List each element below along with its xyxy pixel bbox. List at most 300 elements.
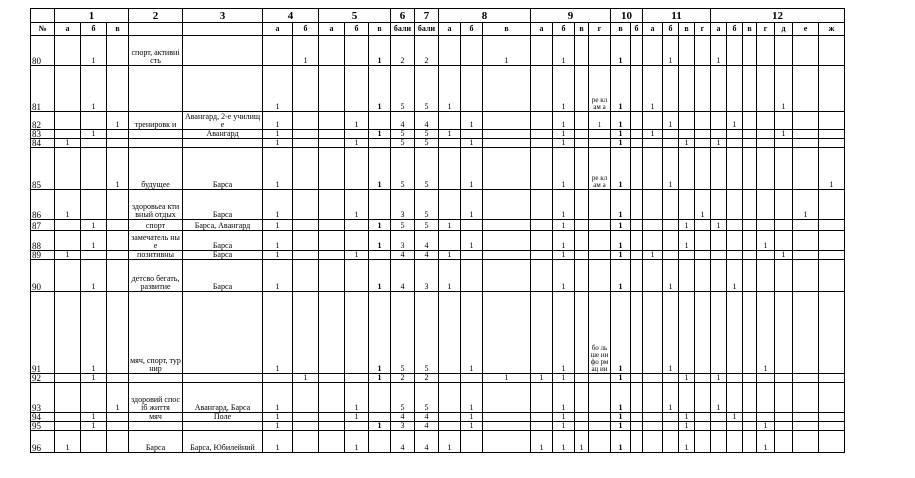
table-cell: 1 bbox=[55, 431, 81, 453]
table-cell bbox=[129, 139, 183, 148]
row-number-cell: 94 bbox=[31, 413, 55, 422]
table-cell bbox=[461, 66, 483, 112]
table-cell: 1 bbox=[711, 139, 727, 148]
header-sub-cell: а bbox=[531, 23, 553, 36]
table-cell bbox=[483, 231, 531, 251]
table-cell bbox=[319, 220, 345, 231]
row-number-cell: 93 bbox=[31, 383, 55, 413]
table-cell bbox=[643, 112, 663, 130]
table-cell bbox=[183, 139, 263, 148]
table-cell: 1 bbox=[711, 374, 727, 383]
table-cell bbox=[819, 292, 845, 374]
header-sub-cell bbox=[183, 23, 263, 36]
table-cell: 1 bbox=[263, 422, 293, 431]
header-sub-cell: а bbox=[711, 23, 727, 36]
table-cell: 1 bbox=[345, 112, 369, 130]
table-cell bbox=[679, 251, 695, 260]
table-cell bbox=[575, 112, 589, 130]
table-cell: ре кл ам а bbox=[589, 66, 611, 112]
table-cell bbox=[531, 292, 553, 374]
row-number-cell: 91 bbox=[31, 292, 55, 374]
table-cell bbox=[319, 374, 345, 383]
table-cell bbox=[743, 292, 757, 374]
table-cell bbox=[775, 260, 793, 292]
table-cell bbox=[319, 422, 345, 431]
row-number-cell: 80 bbox=[31, 36, 55, 66]
table-cell: 1 bbox=[345, 431, 369, 453]
table-cell: 3 bbox=[391, 190, 415, 220]
table-cell: 1 bbox=[679, 431, 695, 453]
table-cell: 1 bbox=[611, 190, 631, 220]
table-cell bbox=[695, 130, 711, 139]
table-cell: Барса bbox=[183, 251, 263, 260]
table-cell bbox=[439, 112, 461, 130]
table-cell bbox=[711, 413, 727, 422]
table-cell bbox=[575, 139, 589, 148]
table-cell bbox=[757, 36, 775, 66]
table-cell bbox=[819, 130, 845, 139]
table-cell bbox=[483, 251, 531, 260]
table-cell bbox=[589, 431, 611, 453]
table-cell bbox=[319, 292, 345, 374]
table-cell: 1 bbox=[107, 112, 129, 130]
table-cell bbox=[793, 112, 819, 130]
header-group-cell: 4 bbox=[263, 9, 319, 23]
table-cell bbox=[679, 148, 695, 190]
table-cell: 1 bbox=[553, 220, 575, 231]
header-sub-cell: в bbox=[611, 23, 631, 36]
table-cell bbox=[793, 139, 819, 148]
header-group-cell: 5 bbox=[319, 9, 391, 23]
table-cell: 1 bbox=[553, 190, 575, 220]
table-cell: 5 bbox=[415, 190, 439, 220]
header-sub-cell bbox=[129, 23, 183, 36]
table-cell bbox=[793, 66, 819, 112]
table-cell: 1 bbox=[575, 431, 589, 453]
table-cell: спорт, активність bbox=[129, 36, 183, 66]
table-cell bbox=[775, 36, 793, 66]
table-cell bbox=[643, 36, 663, 66]
table-cell bbox=[695, 220, 711, 231]
table-cell bbox=[369, 112, 391, 130]
table-cell: 1 bbox=[81, 260, 107, 292]
table-cell: 1 bbox=[775, 251, 793, 260]
table-cell bbox=[743, 383, 757, 413]
table-cell: 1 bbox=[369, 231, 391, 251]
table-cell bbox=[819, 413, 845, 422]
table-cell bbox=[775, 231, 793, 251]
table-cell: 5 bbox=[391, 148, 415, 190]
table-cell: 1 bbox=[679, 422, 695, 431]
header-sub-cell: а bbox=[263, 23, 293, 36]
table-cell bbox=[483, 66, 531, 112]
table-cell bbox=[757, 251, 775, 260]
table-cell bbox=[293, 190, 319, 220]
table-cell bbox=[695, 260, 711, 292]
table-cell bbox=[711, 292, 727, 374]
table-row bbox=[31, 251, 845, 260]
header-sub-cell: г bbox=[757, 23, 775, 36]
table-cell: 3 bbox=[391, 422, 415, 431]
table-cell bbox=[695, 36, 711, 66]
table-cell bbox=[575, 383, 589, 413]
table-cell: 1 bbox=[81, 220, 107, 231]
table-cell: тренировк и bbox=[129, 112, 183, 130]
table-cell: 1 bbox=[727, 112, 743, 130]
table-cell bbox=[55, 383, 81, 413]
table-cell bbox=[819, 66, 845, 112]
table-cell: мяч, спорт, турнир bbox=[129, 292, 183, 374]
table-cell: 1 bbox=[611, 413, 631, 422]
table-cell bbox=[743, 413, 757, 422]
table-row bbox=[31, 292, 845, 374]
table-cell bbox=[775, 374, 793, 383]
table-cell bbox=[531, 190, 553, 220]
table-cell: 1 bbox=[369, 260, 391, 292]
table-cell bbox=[727, 431, 743, 453]
table-cell: 1 bbox=[345, 139, 369, 148]
table-cell bbox=[727, 292, 743, 374]
table-cell: 1 bbox=[55, 190, 81, 220]
table-cell bbox=[55, 422, 81, 431]
table-cell: 1 bbox=[461, 139, 483, 148]
table-cell bbox=[55, 112, 81, 130]
header-group-cell bbox=[31, 9, 55, 23]
table-cell bbox=[643, 139, 663, 148]
table-cell: 1 bbox=[263, 220, 293, 231]
table-cell: 1 bbox=[439, 130, 461, 139]
table-cell bbox=[129, 66, 183, 112]
table-cell bbox=[679, 130, 695, 139]
table-cell bbox=[293, 231, 319, 251]
table-cell bbox=[483, 292, 531, 374]
table-cell bbox=[663, 231, 679, 251]
table-cell: 1 bbox=[553, 260, 575, 292]
table-cell bbox=[793, 260, 819, 292]
table-cell: 1 bbox=[263, 251, 293, 260]
table-cell: 1 bbox=[553, 251, 575, 260]
table-cell bbox=[743, 422, 757, 431]
table-cell bbox=[711, 251, 727, 260]
table-row bbox=[31, 148, 845, 190]
table-cell: 1 bbox=[663, 292, 679, 374]
table-cell bbox=[819, 251, 845, 260]
table-cell: 1 bbox=[793, 190, 819, 220]
table-cell bbox=[793, 422, 819, 431]
table-cell: 1 bbox=[757, 292, 775, 374]
table-cell bbox=[55, 36, 81, 66]
table-cell bbox=[439, 36, 461, 66]
table-cell: 1 bbox=[263, 260, 293, 292]
header-sub-cell: в bbox=[679, 23, 695, 36]
row-number-cell: 95 bbox=[31, 422, 55, 431]
table-cell bbox=[679, 112, 695, 130]
table-cell bbox=[483, 190, 531, 220]
table-cell: 1 bbox=[263, 66, 293, 112]
table-cell bbox=[319, 36, 345, 66]
table-cell: 1 bbox=[263, 231, 293, 251]
table-cell bbox=[345, 292, 369, 374]
table-cell: 1 bbox=[81, 231, 107, 251]
table-cell bbox=[695, 139, 711, 148]
table-cell: 5 bbox=[415, 383, 439, 413]
table-cell: 1 bbox=[643, 66, 663, 112]
table-cell bbox=[461, 36, 483, 66]
table-cell bbox=[55, 231, 81, 251]
table-cell bbox=[775, 413, 793, 422]
table-cell bbox=[643, 148, 663, 190]
table-cell bbox=[589, 130, 611, 139]
table-cell bbox=[439, 190, 461, 220]
table-cell bbox=[643, 220, 663, 231]
table-cell: 1 bbox=[369, 130, 391, 139]
table-cell bbox=[107, 374, 129, 383]
table-cell bbox=[631, 383, 643, 413]
table-cell bbox=[775, 148, 793, 190]
table-cell: 5 bbox=[391, 292, 415, 374]
table-cell: 4 bbox=[391, 112, 415, 130]
table-cell: 1 bbox=[611, 292, 631, 374]
table-cell bbox=[293, 66, 319, 112]
table-cell: 1 bbox=[611, 431, 631, 453]
table-cell: 1 bbox=[553, 413, 575, 422]
table-cell: 1 bbox=[263, 413, 293, 422]
header-sub-cell: б bbox=[81, 23, 107, 36]
table-cell bbox=[793, 251, 819, 260]
table-row bbox=[31, 190, 845, 220]
table-cell: 1 bbox=[483, 36, 531, 66]
table-cell bbox=[793, 231, 819, 251]
header-sub-cell: ж bbox=[819, 23, 845, 36]
table-cell: Барса, Юбилейний bbox=[183, 431, 263, 453]
table-cell bbox=[293, 112, 319, 130]
table-cell bbox=[345, 66, 369, 112]
table-cell: Барса bbox=[129, 431, 183, 453]
table-cell bbox=[819, 139, 845, 148]
table-cell: 1 bbox=[263, 292, 293, 374]
table-cell: 1 bbox=[369, 220, 391, 231]
table-cell bbox=[319, 431, 345, 453]
table-cell bbox=[575, 66, 589, 112]
table-cell: 1 bbox=[461, 231, 483, 251]
table-cell bbox=[743, 139, 757, 148]
table-cell bbox=[727, 220, 743, 231]
table-cell: 1 bbox=[611, 220, 631, 231]
table-cell bbox=[727, 374, 743, 383]
table-cell bbox=[319, 190, 345, 220]
table-cell bbox=[55, 413, 81, 422]
table-cell bbox=[293, 251, 319, 260]
table-cell: 2 bbox=[415, 374, 439, 383]
table-cell bbox=[793, 130, 819, 139]
table-cell: 1 bbox=[345, 251, 369, 260]
header-sub-cell: г bbox=[695, 23, 711, 36]
table-cell bbox=[107, 220, 129, 231]
table-cell bbox=[81, 383, 107, 413]
table-cell: 1 bbox=[263, 130, 293, 139]
table-cell: 1 bbox=[369, 374, 391, 383]
table-cell: 1 bbox=[553, 66, 575, 112]
table-cell bbox=[711, 130, 727, 139]
table-cell bbox=[107, 130, 129, 139]
table-cell: Барса bbox=[183, 260, 263, 292]
table-cell: детсво бегать, развитие bbox=[129, 260, 183, 292]
table-cell bbox=[663, 413, 679, 422]
table-cell bbox=[663, 431, 679, 453]
table-cell bbox=[439, 374, 461, 383]
table-cell bbox=[757, 112, 775, 130]
header-sub-cell: д bbox=[775, 23, 793, 36]
table-cell bbox=[531, 413, 553, 422]
table-cell bbox=[55, 130, 81, 139]
table-cell bbox=[575, 148, 589, 190]
table-cell: 4 bbox=[391, 413, 415, 422]
table-cell bbox=[793, 292, 819, 374]
table-cell: мяч bbox=[129, 413, 183, 422]
table-cell bbox=[727, 139, 743, 148]
table-cell: 1 bbox=[461, 190, 483, 220]
table-cell bbox=[531, 66, 553, 112]
table-cell bbox=[743, 190, 757, 220]
table-cell: 5 bbox=[391, 383, 415, 413]
header-sub-cell: б bbox=[631, 23, 643, 36]
table-cell bbox=[319, 383, 345, 413]
table-row bbox=[31, 139, 845, 148]
table-cell bbox=[631, 148, 643, 190]
header-group-cell: 11 bbox=[643, 9, 711, 23]
table-cell bbox=[743, 220, 757, 231]
table-cell: ре кл ам а bbox=[589, 148, 611, 190]
table-cell bbox=[575, 220, 589, 231]
table-cell: 1 bbox=[589, 112, 611, 130]
header-sub-cell: а bbox=[643, 23, 663, 36]
table-cell bbox=[439, 231, 461, 251]
table-cell bbox=[793, 374, 819, 383]
table-cell bbox=[819, 231, 845, 251]
table-cell bbox=[743, 66, 757, 112]
table-cell bbox=[439, 148, 461, 190]
table-cell: 1 bbox=[679, 413, 695, 422]
table-cell bbox=[695, 148, 711, 190]
table-cell bbox=[183, 36, 263, 66]
table-cell: 1 bbox=[107, 383, 129, 413]
table-cell bbox=[319, 66, 345, 112]
table-row bbox=[31, 431, 845, 453]
table-cell bbox=[345, 231, 369, 251]
table-cell bbox=[631, 66, 643, 112]
table-cell bbox=[643, 374, 663, 383]
table-cell bbox=[483, 383, 531, 413]
header-group-cell: 1 bbox=[55, 9, 129, 23]
table-cell: 1 bbox=[345, 383, 369, 413]
table-cell bbox=[319, 112, 345, 130]
table-cell bbox=[293, 130, 319, 139]
table-cell: 1 bbox=[663, 36, 679, 66]
table-cell bbox=[695, 431, 711, 453]
table-cell: 1 bbox=[679, 374, 695, 383]
table-cell bbox=[345, 220, 369, 231]
header-sub-cell: в bbox=[483, 23, 531, 36]
table-cell bbox=[81, 139, 107, 148]
header-sub-cell: в bbox=[369, 23, 391, 36]
table-cell bbox=[345, 374, 369, 383]
table-cell bbox=[483, 112, 531, 130]
table-cell: 4 bbox=[391, 251, 415, 260]
table-cell bbox=[631, 292, 643, 374]
table-cell bbox=[711, 422, 727, 431]
table-cell bbox=[575, 130, 589, 139]
table-cell: 1 bbox=[711, 383, 727, 413]
table-cell: 1 bbox=[611, 260, 631, 292]
table-cell bbox=[589, 220, 611, 231]
table-cell: 1 bbox=[611, 66, 631, 112]
table-cell bbox=[107, 231, 129, 251]
table-cell bbox=[711, 431, 727, 453]
row-number-cell: 86 bbox=[31, 190, 55, 220]
table-cell: 1 bbox=[757, 231, 775, 251]
table-cell bbox=[55, 148, 81, 190]
table-row bbox=[31, 36, 845, 66]
table-cell: замечатель ные bbox=[129, 231, 183, 251]
table-cell: 1 bbox=[461, 292, 483, 374]
table-cell bbox=[107, 66, 129, 112]
table-cell: 1 bbox=[263, 431, 293, 453]
table-cell: 1 bbox=[643, 130, 663, 139]
table-row bbox=[31, 231, 845, 251]
table-cell bbox=[757, 148, 775, 190]
table-cell: 1 bbox=[663, 112, 679, 130]
table-cell bbox=[757, 260, 775, 292]
table-cell bbox=[483, 220, 531, 231]
row-number-cell: 92 bbox=[31, 374, 55, 383]
table-cell: здоровий спосіб життя bbox=[129, 383, 183, 413]
table-cell bbox=[319, 148, 345, 190]
table-cell bbox=[531, 148, 553, 190]
table-cell bbox=[727, 130, 743, 139]
table-cell bbox=[695, 413, 711, 422]
table-cell bbox=[461, 220, 483, 231]
table-cell bbox=[107, 260, 129, 292]
table-cell bbox=[631, 112, 643, 130]
table-cell bbox=[55, 66, 81, 112]
table-cell bbox=[589, 260, 611, 292]
table-cell bbox=[757, 220, 775, 231]
header-sub-cell: бали bbox=[391, 23, 415, 36]
table-cell: 1 bbox=[483, 374, 531, 383]
row-number-cell: 96 bbox=[31, 431, 55, 453]
table-cell bbox=[631, 422, 643, 431]
table-cell: 1 bbox=[461, 383, 483, 413]
table-cell: бо ль ше ни фо рм ац ии bbox=[589, 292, 611, 374]
table-cell: 4 bbox=[415, 231, 439, 251]
table-row bbox=[31, 413, 845, 422]
table-cell: 2 bbox=[391, 36, 415, 66]
table-cell bbox=[695, 66, 711, 112]
table-row bbox=[31, 374, 845, 383]
table-cell bbox=[631, 130, 643, 139]
table-cell bbox=[439, 139, 461, 148]
table-cell: 1 bbox=[369, 422, 391, 431]
table-cell bbox=[293, 139, 319, 148]
header-sub-cell: бали bbox=[415, 23, 439, 36]
table-cell: Авангард, 2-е училище bbox=[183, 112, 263, 130]
table-cell: 1 bbox=[553, 383, 575, 413]
table-cell bbox=[129, 374, 183, 383]
table-cell: 1 bbox=[81, 413, 107, 422]
table-cell bbox=[589, 374, 611, 383]
table-cell: 4 bbox=[415, 251, 439, 260]
table-cell: 1 bbox=[345, 190, 369, 220]
